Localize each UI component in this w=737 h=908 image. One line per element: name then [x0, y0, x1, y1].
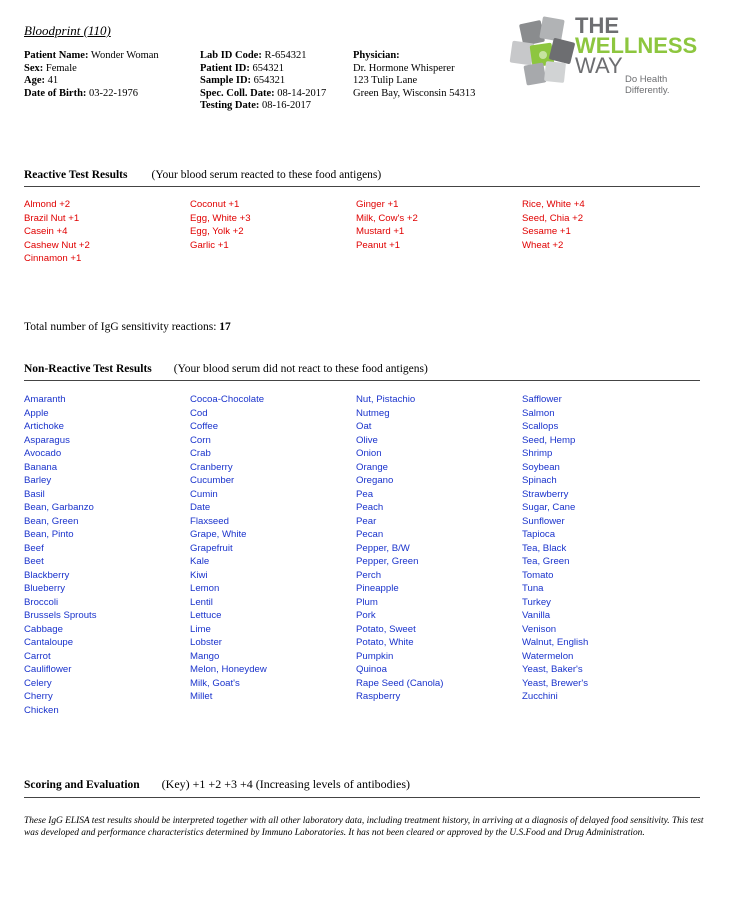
- reactive-column-3: [356, 198, 418, 252]
- non-reactive-item: Tea, Green: [522, 556, 570, 567]
- non-reactive-item: Cucumber: [190, 475, 235, 486]
- logo-line-1: THE: [575, 13, 619, 38]
- physician-address-1: 123 Tulip Lane: [353, 75, 418, 87]
- non-reactive-item: Cumin: [190, 488, 218, 500]
- reactive-item: Mustard +1: [356, 226, 405, 237]
- non-reactive-item: Cocoa-Chocolate: [190, 394, 265, 405]
- patient-sex-row: [24, 63, 159, 76]
- reactive-item: Coconut +1: [190, 199, 240, 210]
- non-reactive-item: Lentil: [190, 596, 213, 608]
- non-reactive-item: Oregano: [356, 475, 394, 486]
- non-reactive-item: Spinach: [522, 475, 557, 486]
- patient-name: Wonder Woman: [90, 50, 159, 61]
- non-reactive-item: Coffee: [190, 421, 219, 432]
- reactive-item: Cashew Nut +2: [24, 239, 90, 251]
- physician-address-2: Green Bay, Wisconsin 54313: [353, 87, 476, 99]
- non-reactive-item: Raspberry: [356, 691, 401, 702]
- non-reactive-column-4: [522, 393, 588, 704]
- reactive-item: Cinnamon +1: [24, 253, 82, 264]
- reactive-item: Brazil Nut +1: [24, 212, 80, 224]
- non-reactive-item: Cranberry: [190, 461, 233, 473]
- non-reactive-item: Tapioca: [522, 529, 556, 540]
- non-reactive-item: Mango: [190, 650, 220, 662]
- reactive-item: Wheat +2: [522, 239, 564, 251]
- reactive-item: Rice, White +4: [522, 199, 585, 210]
- report-title: Bloodprint (110): [24, 23, 111, 38]
- wellness-way-logo: [505, 12, 710, 96]
- reactive-column-2: [190, 198, 251, 252]
- non-reactive-item: Pea: [356, 488, 374, 500]
- non-reactive-divider: [24, 380, 700, 381]
- reactive-item: Sesame +1: [522, 226, 571, 237]
- non-reactive-item: Avocado: [24, 448, 62, 459]
- non-reactive-item: Tuna: [522, 583, 544, 594]
- patient-id-label: Patient ID:: [200, 62, 250, 74]
- non-reactive-item: Amaranth: [24, 394, 66, 405]
- patient-id-row: [200, 63, 326, 76]
- non-reactive-item: Walnut, English: [522, 637, 589, 648]
- non-reactive-item: Watermelon: [522, 650, 574, 662]
- patient-dob-row: [24, 88, 159, 101]
- non-reactive-item: Orange: [356, 461, 388, 473]
- disclaimer: These IgG ELISA test results should be interpreted together with all other laboratory data, including treatment history, in arriving at a diagnosis of delayed food sensitivity. This test was developed and performance characteristics determined by Immuno Laboratories. It has not been cleared or approved by the U.S.Food and Drug Administration.: [24, 816, 704, 838]
- physician-info: [353, 50, 475, 100]
- non-reactive-note: (Your blood serum did not react to these food antigens): [173, 363, 428, 375]
- non-reactive-item: Brussels Sprouts: [24, 610, 97, 621]
- non-reactive-item: Banana: [24, 461, 58, 473]
- patient-name-row: [24, 50, 159, 63]
- total-reactions-label: Total number of IgG sensitivity reactions:: [24, 321, 217, 333]
- non-reactive-item: Nut, Pistachio: [356, 394, 416, 405]
- non-reactive-column-3: [356, 393, 443, 704]
- lab-id-row: [200, 50, 326, 63]
- non-reactive-item: Corn: [190, 434, 211, 446]
- patient-info: [24, 50, 159, 100]
- patient-age-row: [24, 75, 159, 88]
- non-reactive-item: Onion: [356, 448, 382, 459]
- non-reactive-item: Sunflower: [522, 515, 565, 527]
- reactive-column-4: [522, 198, 585, 252]
- scoring-section-header: [24, 775, 410, 793]
- non-reactive-item: Sugar, Cane: [522, 502, 576, 513]
- non-reactive-item: Scallops: [522, 421, 559, 432]
- reactive-item: Egg, White +3: [190, 212, 251, 224]
- non-reactive-item: Turkey: [522, 596, 551, 608]
- lab-id: R-654321: [264, 50, 307, 61]
- reactive-item: Seed, Chia +2: [522, 212, 584, 224]
- reactive-section-header: [24, 165, 381, 183]
- non-reactive-item: Blackberry: [24, 569, 70, 581]
- non-reactive-item: Yeast, Brewer's: [522, 677, 588, 689]
- reactive-item: Ginger +1: [356, 199, 399, 210]
- non-reactive-item: Cherry: [24, 691, 53, 702]
- non-reactive-item: Carrot: [24, 650, 51, 662]
- non-reactive-item: Olive: [356, 434, 378, 446]
- spec-coll-row: [200, 88, 326, 101]
- patient-dob-label: Date of Birth:: [24, 87, 87, 99]
- non-reactive-item: Tea, Black: [522, 542, 567, 554]
- non-reactive-section-header: [24, 359, 428, 377]
- testing-date: 08-16-2017: [262, 100, 312, 112]
- non-reactive-item: Pecan: [356, 529, 384, 540]
- logo-line-2: WELLNESS: [575, 33, 698, 58]
- non-reactive-item: Nutmeg: [356, 407, 390, 419]
- non-reactive-item: Pear: [356, 515, 377, 527]
- spec-coll-date: 08-14-2017: [277, 87, 327, 99]
- non-reactive-item: Perch: [356, 569, 382, 581]
- non-reactive-item: Venison: [522, 623, 557, 635]
- patient-age-label: Age:: [24, 75, 45, 87]
- scoring-key: (Key) +1 +2 +3 +4 (Increasing levels of antibodies): [161, 777, 411, 791]
- non-reactive-item: Millet: [190, 691, 213, 702]
- non-reactive-item: Zucchini: [522, 691, 558, 702]
- non-reactive-item: Strawberry: [522, 488, 569, 500]
- non-reactive-item: Quinoa: [356, 664, 387, 675]
- non-reactive-item: Pepper, Green: [356, 556, 419, 567]
- reactive-item: Casein +4: [24, 226, 68, 237]
- non-reactive-item: Pepper, B/W: [356, 542, 410, 554]
- lab-info: [200, 50, 326, 113]
- non-reactive-item: Bean, Pinto: [24, 529, 74, 540]
- non-reactive-item: Vanilla: [522, 610, 551, 621]
- reactive-item: Garlic +1: [190, 239, 229, 251]
- non-reactive-item: Cantaloupe: [24, 637, 74, 648]
- non-reactive-item: Grapefruit: [190, 542, 233, 554]
- total-reactions: [24, 321, 231, 333]
- scoring-title: Scoring and Evaluation: [24, 779, 140, 791]
- non-reactive-item: Lettuce: [190, 610, 222, 621]
- reactive-item: Almond +2: [24, 199, 71, 210]
- testing-row: [200, 100, 326, 113]
- reactive-title: Reactive Test Results: [24, 169, 128, 181]
- patient-id: 654321: [252, 62, 284, 74]
- non-reactive-item: Barley: [24, 475, 52, 486]
- non-reactive-item: Broccoli: [24, 596, 59, 608]
- non-reactive-item: Salmon: [522, 407, 555, 419]
- patient-name-label: Patient Name:: [24, 50, 89, 61]
- non-reactive-item: Plum: [356, 596, 378, 608]
- patient-age: 41: [47, 75, 59, 87]
- non-reactive-item: Tomato: [522, 569, 554, 581]
- non-reactive-item: Melon, Honeydew: [190, 664, 267, 675]
- non-reactive-item: Rape Seed (Canola): [356, 677, 444, 689]
- reactive-note: (Your blood serum reacted to these food antigens): [151, 169, 382, 181]
- non-reactive-item: Kale: [190, 556, 210, 567]
- non-reactive-item: Celery: [24, 677, 52, 689]
- total-reactions-value: 17: [219, 321, 231, 333]
- non-reactive-item: Grape, White: [190, 529, 247, 540]
- non-reactive-column-1: [24, 393, 97, 717]
- non-reactive-item: Artichoke: [24, 421, 64, 432]
- logo-tagline: Do Health Differently.: [625, 74, 670, 96]
- non-reactive-item: Kiwi: [190, 569, 208, 581]
- logo-line-3: WAY: [575, 53, 623, 78]
- reactive-divider: [24, 186, 700, 187]
- patient-dob: 03-22-1976: [89, 87, 139, 99]
- patient-sex-label: Sex:: [24, 62, 44, 74]
- non-reactive-item: Cauliflower: [24, 664, 72, 675]
- reactive-item: Egg, Yolk +2: [190, 226, 244, 237]
- testing-label: Testing Date:: [200, 100, 260, 112]
- non-reactive-item: Oat: [356, 421, 372, 432]
- non-reactive-item: Lemon: [190, 583, 220, 594]
- non-reactive-item: Potato, White: [356, 637, 414, 648]
- non-reactive-item: Cod: [190, 407, 208, 419]
- scoring-divider: [24, 797, 700, 798]
- sample-id-label: Sample ID:: [200, 75, 252, 87]
- non-reactive-item: Asparagus: [24, 434, 70, 446]
- reactive-column-1: [24, 198, 90, 266]
- physician-name: Dr. Hormone Whisperer: [353, 62, 455, 74]
- lab-id-label: Lab ID Code:: [200, 50, 262, 61]
- non-reactive-item: Cabbage: [24, 623, 63, 635]
- sample-id: 654321: [253, 75, 286, 87]
- non-reactive-item: Lime: [190, 623, 211, 635]
- non-reactive-item: Beef: [24, 542, 44, 554]
- non-reactive-item: Lobster: [190, 637, 222, 648]
- patient-sex: Female: [45, 62, 77, 74]
- non-reactive-item: Shrimp: [522, 448, 553, 459]
- physician-label: Physician:: [353, 50, 400, 61]
- spec-coll-label: Spec. Coll. Date:: [200, 87, 275, 99]
- reactive-item: Peanut +1: [356, 239, 401, 251]
- sample-id-row: [200, 75, 326, 88]
- non-reactive-item: Beet: [24, 556, 44, 567]
- non-reactive-item: Pineapple: [356, 583, 399, 594]
- non-reactive-item: Basil: [24, 488, 45, 500]
- non-reactive-item: Seed, Hemp: [522, 434, 576, 446]
- non-reactive-item: Safflower: [522, 394, 562, 405]
- non-reactive-item: Flaxseed: [190, 515, 229, 527]
- non-reactive-item: Milk, Goat's: [190, 677, 240, 689]
- non-reactive-item: Date: [190, 502, 211, 513]
- non-reactive-item: Bean, Garbanzo: [24, 502, 94, 513]
- non-reactive-item: Pork: [356, 610, 376, 621]
- non-reactive-item: Bean, Green: [24, 515, 79, 527]
- non-reactive-item: Pumpkin: [356, 650, 394, 662]
- non-reactive-item: Blueberry: [24, 583, 66, 594]
- non-reactive-item: Crab: [190, 448, 211, 459]
- non-reactive-item: Potato, Sweet: [356, 623, 416, 635]
- non-reactive-item: Apple: [24, 407, 49, 419]
- non-reactive-item: Soybean: [522, 461, 560, 473]
- non-reactive-item: Yeast, Baker's: [522, 664, 583, 675]
- non-reactive-item: Peach: [356, 502, 384, 513]
- non-reactive-column-2: [190, 393, 267, 704]
- reactive-item: Milk, Cow's +2: [356, 212, 418, 224]
- non-reactive-title: Non-Reactive Test Results: [24, 363, 152, 375]
- non-reactive-item: Chicken: [24, 704, 59, 716]
